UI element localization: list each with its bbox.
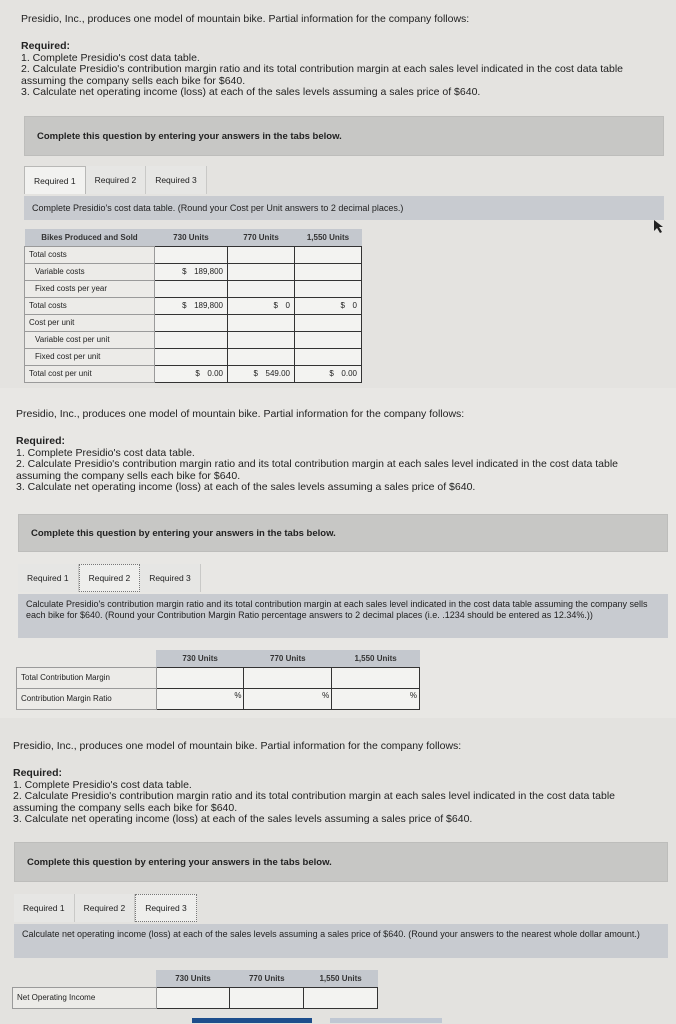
nav-button-edge[interactable] — [330, 1018, 442, 1023]
header-770: 770 Units — [244, 650, 332, 667]
row-label: Variable costs — [25, 263, 155, 280]
cell-value: $ 549.00 — [228, 365, 295, 382]
tab-required-3[interactable]: Required 3 — [146, 166, 207, 194]
table-row — [25, 314, 362, 331]
cell-input[interactable]: % — [244, 688, 332, 709]
cell-input[interactable] — [294, 348, 361, 365]
header-730: 730 Units — [156, 970, 230, 987]
cell-input[interactable] — [156, 987, 230, 1008]
tab-required-2[interactable]: Required 2 — [75, 894, 136, 922]
cell-input[interactable] — [294, 246, 361, 263]
requirement-1: 1. Complete Presidio's cost data table. — [16, 446, 195, 459]
cell-input[interactable] — [228, 331, 295, 348]
instruction-banner: Complete this question by entering your answers in the tabs below. — [18, 514, 668, 552]
cell-input[interactable] — [154, 246, 227, 263]
requirements-block — [13, 768, 615, 826]
question-panel-required-1 — [0, 0, 676, 388]
cost-data-table — [24, 229, 362, 383]
header-1550: 1,550 Units — [294, 229, 361, 246]
tab-required-2[interactable]: Required 2 — [86, 166, 147, 194]
row-label: Net Operating Income — [13, 987, 157, 1008]
tab-bar — [24, 166, 207, 194]
table-row — [25, 263, 362, 280]
table-row — [25, 365, 362, 382]
header-blank — [13, 970, 157, 987]
requirement-2-cont: assuming the company sells each bike for $640. — [16, 469, 241, 482]
cell-value: $ 189,800 — [154, 297, 227, 314]
table-row — [13, 987, 378, 1008]
cell-value: $ 0.00 — [294, 365, 361, 382]
contribution-margin-table — [16, 650, 420, 710]
cell-input[interactable] — [154, 331, 227, 348]
cell-input[interactable]: $ 189,800 — [154, 263, 227, 280]
table-row — [25, 297, 362, 314]
cell-value: $ 0.00 — [154, 365, 227, 382]
cell-input[interactable] — [228, 348, 295, 365]
table-row — [25, 331, 362, 348]
header-bikes: Bikes Produced and Sold — [25, 229, 155, 246]
tab-required-3[interactable]: Required 3 — [135, 894, 197, 922]
cell-input[interactable] — [304, 987, 378, 1008]
instruction-banner: Complete this question by entering your answers in the tabs below. — [24, 116, 664, 156]
table-row — [17, 667, 420, 688]
cell-input[interactable] — [294, 263, 361, 280]
cell-value: $ 0 — [294, 297, 361, 314]
requirement-2: 2. Calculate Presidio's contribution margin ratio and its total contribution margin at each sales level indicated in the cost data table — [16, 458, 619, 470]
header-1550: 1,550 Units — [332, 650, 420, 667]
required-heading: Required: — [21, 40, 71, 52]
row-label: Total cost per unit — [25, 365, 155, 382]
required-heading: Required: — [13, 767, 63, 779]
cell-input[interactable]: % — [156, 688, 244, 709]
requirement-2: 2. Calculate Presidio's contribution margin ratio and its total contribution margin at each sales level indicated in the cost data table — [21, 63, 624, 75]
row-label: Total costs — [25, 297, 155, 314]
row-label: Total costs — [25, 246, 155, 263]
tab-required-2[interactable]: Required 2 — [79, 564, 141, 592]
row-label: Contribution Margin Ratio — [17, 688, 157, 709]
requirements-block — [16, 436, 618, 494]
row-label: Total Contribution Margin — [17, 667, 157, 688]
section2-instruction: Calculate Presidio's contribution margin ratio and its total contribution margin at each sales level indicated in the cost data table assuming the company sells each bike for $640. (Round your Contribution Margin Ratio percentage answers to 2 decimal places (i.e. .1234 should be entered as 12.34%.)) — [18, 594, 668, 638]
requirement-3: 3. Calculate net operating income (loss) at each of the sales levels assuming a sales price of $640. — [16, 481, 476, 493]
header-730: 730 Units — [156, 650, 244, 667]
intro-text: Presidio, Inc., produces one model of mountain bike. Partial information for the company follows: — [21, 13, 470, 25]
requirement-2: 2. Calculate Presidio's contribution margin ratio and its total contribution margin at each sales level indicated in the cost data table — [13, 790, 616, 802]
cell-input[interactable]: % — [332, 688, 420, 709]
cell-input[interactable] — [294, 280, 361, 297]
requirement-1: 1. Complete Presidio's cost data table. — [13, 778, 192, 791]
requirement-3: 3. Calculate net operating income (loss) at each of the sales levels assuming a sales price of $640. — [13, 813, 473, 825]
intro-text: Presidio, Inc., produces one model of mountain bike. Partial information for the company follows: — [16, 408, 465, 420]
cell-input[interactable] — [228, 314, 295, 331]
cell-input[interactable] — [154, 314, 227, 331]
cell-input[interactable] — [332, 667, 420, 688]
requirement-2-cont: assuming the company sells each bike for $640. — [21, 74, 246, 87]
section1-instruction: Complete Presidio's cost data table. (Round your Cost per Unit answers to 2 decimal places.) — [24, 196, 664, 220]
tab-bar — [14, 894, 197, 922]
cell-input[interactable] — [230, 987, 304, 1008]
header-770: 770 Units — [228, 229, 295, 246]
cell-input[interactable] — [294, 314, 361, 331]
required-heading: Required: — [16, 435, 66, 447]
tab-required-1[interactable]: Required 1 — [14, 894, 75, 922]
requirement-1: 1. Complete Presidio's cost data table. — [21, 51, 200, 64]
table-row — [17, 688, 420, 709]
cell-input[interactable] — [154, 348, 227, 365]
tab-required-1[interactable]: Required 1 — [24, 166, 86, 194]
mouse-cursor-icon — [652, 218, 666, 234]
cell-input[interactable] — [294, 331, 361, 348]
row-label: Cost per unit — [25, 314, 155, 331]
requirement-2-cont: assuming the company sells each bike for $640. — [13, 801, 238, 814]
header-770: 770 Units — [230, 970, 304, 987]
table-row — [25, 246, 362, 263]
header-1550: 1,550 Units — [304, 970, 378, 987]
net-operating-income-table — [12, 970, 378, 1009]
intro-text: Presidio, Inc., produces one model of mountain bike. Partial information for the company follows: — [13, 740, 462, 752]
requirements-block — [21, 41, 623, 99]
header-730: 730 Units — [154, 229, 227, 246]
tab-required-3[interactable]: Required 3 — [140, 564, 201, 592]
cell-input[interactable] — [156, 667, 244, 688]
tab-required-1[interactable]: Required 1 — [18, 564, 79, 592]
header-blank — [17, 650, 157, 667]
cell-value: $ 0 — [228, 297, 295, 314]
row-label: Variable cost per unit — [25, 331, 155, 348]
requirement-3: 3. Calculate net operating income (loss) at each of the sales levels assuming a sales price of $640. — [21, 86, 481, 98]
table-row — [25, 348, 362, 365]
instruction-banner: Complete this question by entering your answers in the tabs below. — [14, 842, 668, 882]
tab-bar — [18, 564, 201, 592]
row-label: Fixed cost per unit — [25, 348, 155, 365]
cell-input[interactable] — [228, 246, 295, 263]
nav-button-edge[interactable] — [192, 1018, 312, 1023]
cell-input[interactable] — [228, 263, 295, 280]
row-label: Fixed costs per year — [25, 280, 155, 297]
cell-input[interactable] — [228, 280, 295, 297]
section3-instruction: Calculate net operating income (loss) at each of the sales levels assuming a sales price of $640. (Round your answers to the nearest whole dollar amount.) — [14, 924, 668, 958]
table-row — [25, 280, 362, 297]
cell-input[interactable] — [154, 280, 227, 297]
question-panel-required-2 — [0, 388, 676, 718]
cell-input[interactable] — [244, 667, 332, 688]
question-panel-required-3 — [0, 718, 676, 1024]
